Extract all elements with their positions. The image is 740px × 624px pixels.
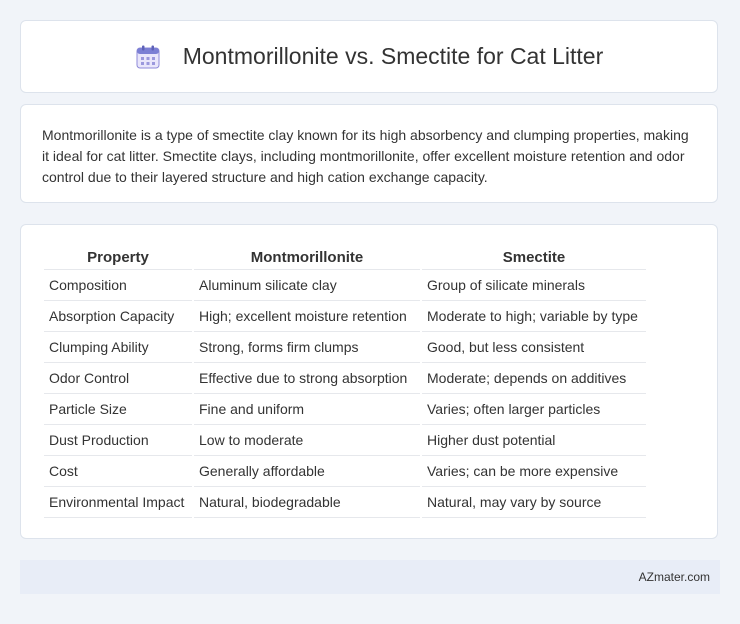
title-card: [20, 20, 718, 93]
cell-property: Absorption Capacity: [44, 301, 192, 332]
table-row: [44, 301, 646, 332]
table-row: [44, 394, 646, 425]
cell-montmorillonite: Strong, forms firm clumps: [194, 332, 420, 363]
cell-montmorillonite: Low to moderate: [194, 425, 420, 456]
cell-smectite: Higher dust potential: [422, 425, 646, 456]
cell-smectite: Moderate; depends on additives: [422, 363, 646, 394]
cell-smectite: Varies; can be more expensive: [422, 456, 646, 487]
table-row: [44, 487, 646, 518]
cell-montmorillonite: High; excellent moisture retention: [194, 301, 420, 332]
cell-montmorillonite: Effective due to strong absorption: [194, 363, 420, 394]
table-header-row: [44, 247, 646, 270]
description-card: [20, 104, 718, 203]
cell-montmorillonite: Aluminum silicate clay: [194, 270, 420, 301]
cell-montmorillonite: Fine and uniform: [194, 394, 420, 425]
cell-property: Particle Size: [44, 394, 192, 425]
footer: [20, 560, 720, 594]
page-title: Montmorillonite vs. Smectite for Cat Litter: [182, 43, 604, 69]
table-row: [44, 332, 646, 363]
cell-smectite: Moderate to high; variable by type: [422, 301, 646, 332]
cell-montmorillonite: Natural, biodegradable: [194, 487, 420, 518]
cell-smectite: Good, but less consistent: [422, 332, 646, 363]
cell-smectite: Group of silicate minerals: [422, 270, 646, 301]
cell-property: Composition: [44, 270, 192, 301]
table-row: [44, 363, 646, 394]
header-montmorillonite: Montmorillonite: [194, 247, 420, 270]
cell-smectite: Varies; often larger particles: [422, 394, 646, 425]
calendar-icon: [135, 44, 161, 70]
table-row: [44, 425, 646, 456]
description-text: Montmorillonite is a type of smectite clay known for its high absorbency and clumping properties, making it ideal for cat litter. Smectite clays, including montmorillonite, offer excellent moisture retention and odor control due to their layered structure and high cation exchange capacity.: [42, 127, 689, 185]
cell-montmorillonite: Generally affordable: [194, 456, 420, 487]
table-row: [44, 456, 646, 487]
header-property: Property: [44, 247, 192, 270]
cell-property: Dust Production: [44, 425, 192, 456]
cell-property: Clumping Ability: [44, 332, 192, 363]
comparison-table: [42, 247, 648, 518]
header-smectite: Smectite: [422, 247, 646, 270]
cell-property: Odor Control: [44, 363, 192, 394]
footer-site-link[interactable]: AZmater.com: [638, 570, 710, 584]
cell-smectite: Natural, may vary by source: [422, 487, 646, 518]
cell-property: Environmental Impact: [44, 487, 192, 518]
cell-property: Cost: [44, 456, 192, 487]
comparison-table-card: [20, 224, 718, 539]
table-row: [44, 270, 646, 301]
